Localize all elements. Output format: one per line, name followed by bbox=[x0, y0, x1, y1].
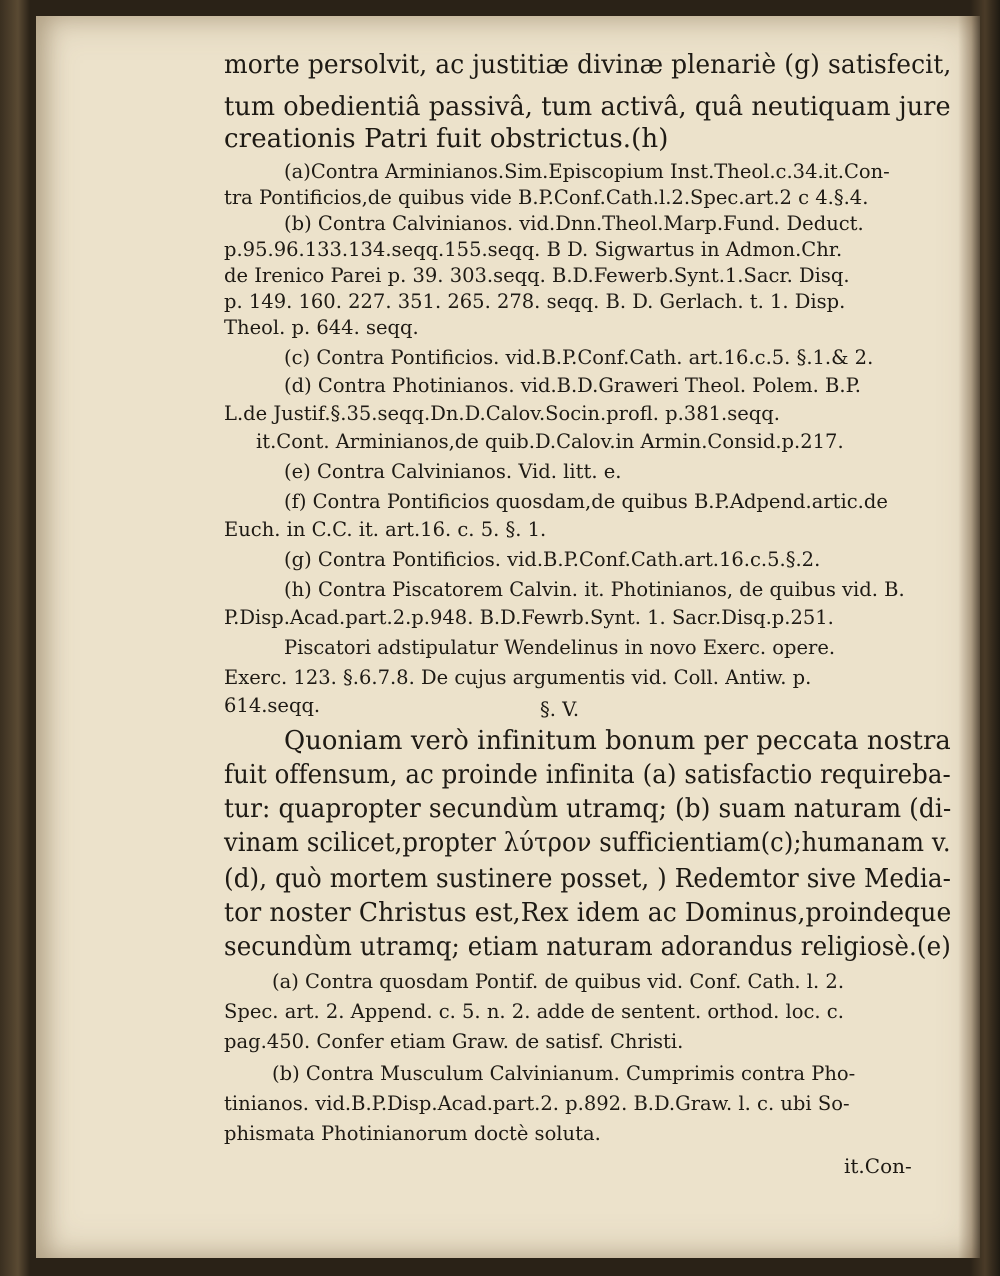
footnote-line: (a)Contra Arminianos.Sim.Episcopium Inst.Theol.c.34.it.Con- bbox=[284, 160, 890, 183]
footnote-line: (f) Contra Pontificios quosdam,de quibus B.P.Adpend.artic.de bbox=[284, 490, 888, 513]
main-line: Quoniam verò infinitum bonum per peccata nostra bbox=[284, 726, 951, 756]
footnote-line: Euch. in C.C. it. art.16. c. 5. §. 1. bbox=[224, 518, 547, 541]
footnote-line: p. 149. 160. 227. 351. 265. 278. seqq. B. D. Gerlach. t. 1. Disp. bbox=[224, 290, 846, 313]
footnote-line: Exerc. 123. §.6.7.8. De cujus argumentis vid. Coll. Antiw. p. bbox=[224, 666, 812, 689]
footnote-line: tra Pontificios,de quibus vide B.P.Conf.Cath.l.2.Spec.art.2 c 4.§.4. bbox=[224, 186, 869, 209]
main-line: vinam scilicet,propter λύτρον sufficientiam(c);humanam v. bbox=[224, 828, 951, 858]
catchword: it.Con- bbox=[844, 1154, 912, 1178]
footnote-line: it.Cont. Arminianos,de quib.D.Calov.in Armin.Consid.p.217. bbox=[256, 430, 844, 453]
footnote-line: L.de Justif.§.35.seqq.Dn.D.Calov.Socin.profl. p.381.seqq. bbox=[224, 402, 780, 425]
footnote-line: 614.seqq. bbox=[224, 694, 321, 717]
footnote-line: P.Disp.Acad.part.2.p.948. B.D.Fewrb.Synt. 1. Sacr.Disq.p.251. bbox=[224, 606, 834, 629]
footnote-line: (g) Contra Pontificios. vid.B.P.Conf.Cath.art.16.c.5.§.2. bbox=[284, 548, 821, 571]
footnote-line: Theol. p. 644. seqq. bbox=[224, 316, 419, 339]
footnote-line: Spec. art. 2. Append. c. 5. n. 2. adde de sentent. orthod. loc. c. bbox=[224, 1000, 844, 1023]
main-line: fuit offensum, ac proinde infinita (a) satisfactio requireba- bbox=[224, 760, 951, 790]
footnote-line: (h) Contra Piscatorem Calvin. it. Photinianos, de quibus vid. B. bbox=[284, 578, 905, 601]
footnote-line: tinianos. vid.B.P.Disp.Acad.part.2. p.892. B.D.Graw. l. c. ubi So- bbox=[224, 1092, 850, 1115]
main-line: creationis Patri fuit obstrictus.(h) bbox=[224, 124, 669, 154]
main-line: tum obedientiâ passivâ, tum activâ, quâ neutiquam jure bbox=[224, 92, 951, 122]
page-text bbox=[36, 16, 980, 1258]
footnote-line: (b) Contra Calvinianos. vid.Dnn.Theol.Marp.Fund. Deduct. bbox=[284, 212, 864, 235]
footnote-line: (e) Contra Calvinianos. Vid. litt. e. bbox=[284, 460, 622, 483]
main-line: secundùm utramq; etiam naturam adorandus religiosè.(e) bbox=[224, 932, 951, 962]
footnote-line: (a) Contra quosdam Pontif. de quibus vid. Conf. Cath. l. 2. bbox=[272, 970, 845, 993]
main-line: (d), quò mortem sustinere posset, ) Redemtor sive Media- bbox=[224, 864, 952, 894]
footnote-line: Piscatori adstipulatur Wendelinus in novo Exerc. opere. bbox=[284, 636, 836, 659]
footnote-line: de Irenico Parei p. 39. 303.seqq. B.D.Fewerb.Synt.1.Sacr. Disq. bbox=[224, 264, 850, 287]
footnote-line: (b) Contra Musculum Calvinianum. Cumprimis contra Pho- bbox=[272, 1062, 856, 1085]
footnote-line: pag.450. Confer etiam Graw. de satisf. Christi. bbox=[224, 1030, 684, 1053]
footnote-line: (c) Contra Pontificios. vid.B.P.Conf.Cath. art.16.c.5. §.1.& 2. bbox=[284, 346, 874, 369]
section-mark: §. V. bbox=[540, 698, 580, 721]
main-line: tur: quapropter secundùm utramq; (b) suam naturam (di- bbox=[224, 794, 952, 824]
main-line: tor noster Christus est,Rex idem ac Dominus,proindeque bbox=[224, 898, 952, 928]
footnote-line: (d) Contra Photinianos. vid.B.D.Graweri Theol. Polem. B.P. bbox=[284, 374, 861, 397]
footnote-line: phismata Photinianorum doctè soluta. bbox=[224, 1122, 601, 1145]
footnote-line: p.95.96.133.134.seqq.155.seqq. B D. Sigwartus in Admon.Chr. bbox=[224, 238, 843, 261]
main-line: morte persolvit, ac justitiæ divinæ plenariè (g) satisfecit, bbox=[224, 50, 952, 80]
book-page bbox=[36, 16, 980, 1258]
